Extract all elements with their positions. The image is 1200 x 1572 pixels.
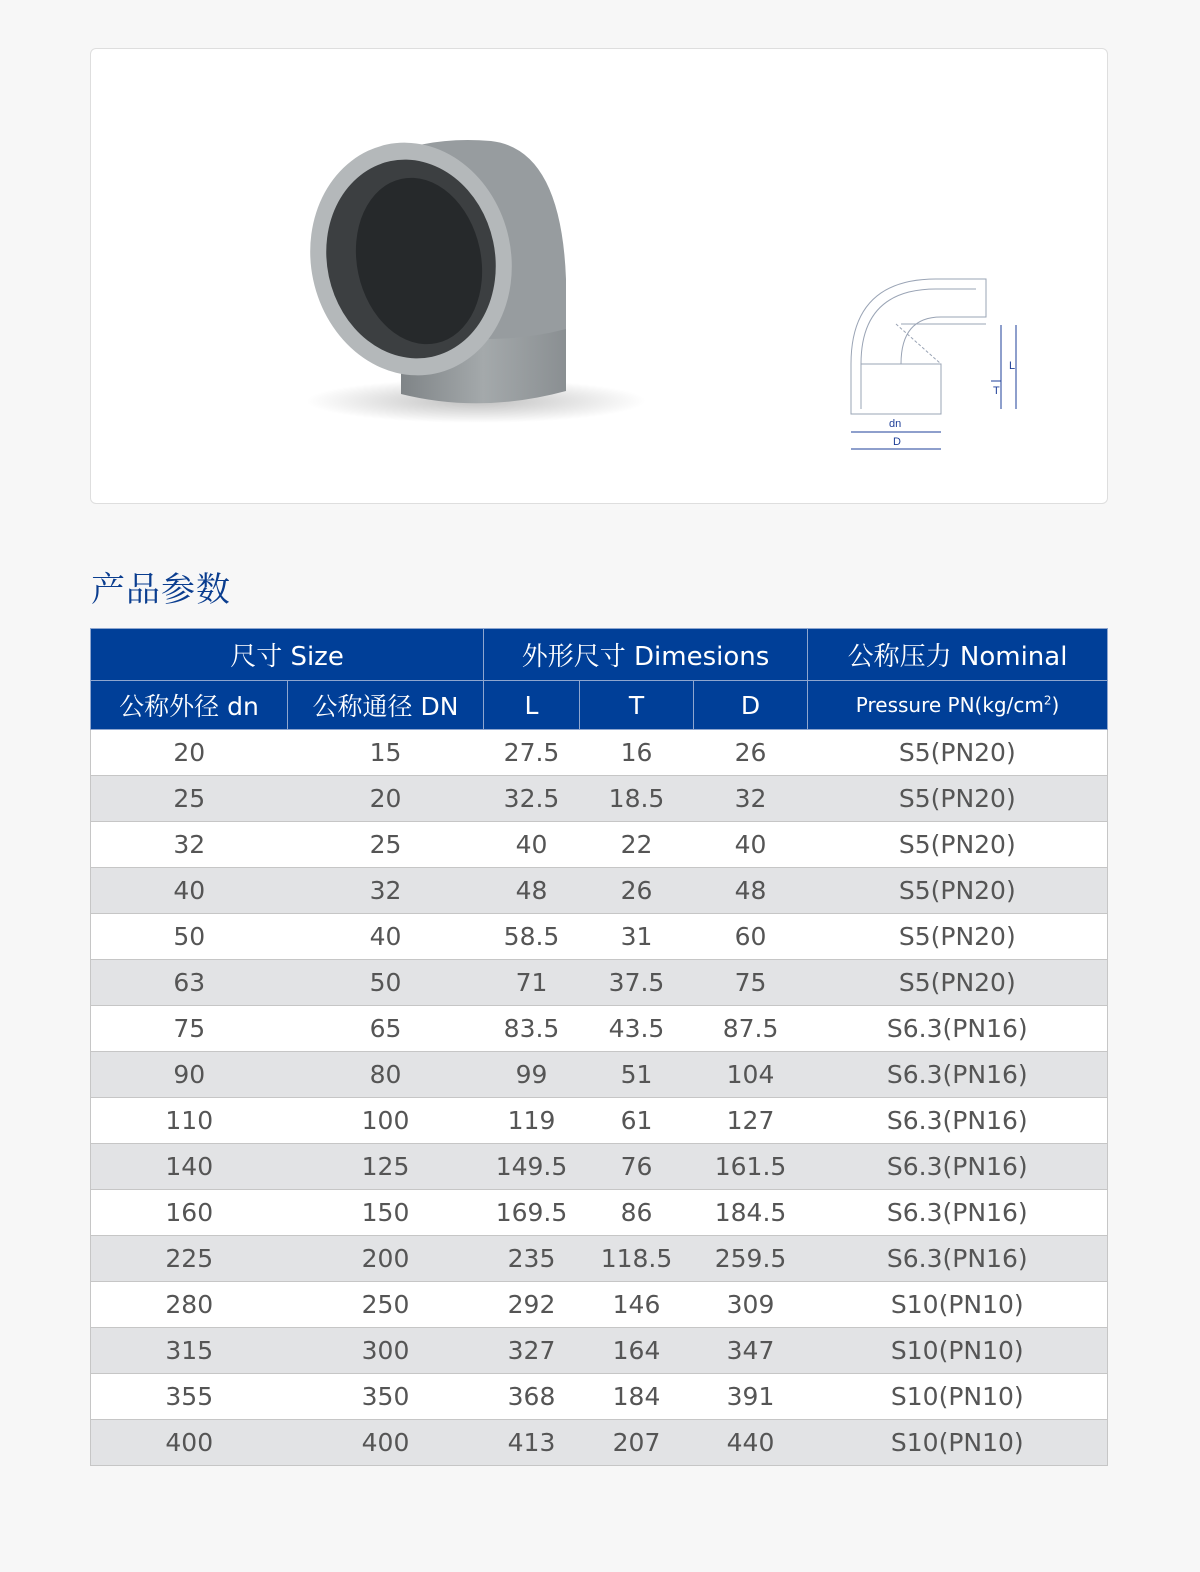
dn-nominal-cell: 250 xyxy=(288,1282,484,1328)
pressure-cell: S6.3(PN16) xyxy=(808,1190,1108,1236)
dn-nominal-cell: 150 xyxy=(288,1190,484,1236)
table-row xyxy=(91,730,1108,776)
t-cell: 76 xyxy=(580,1144,694,1190)
dn-outer-cell: 280 xyxy=(91,1282,288,1328)
l-cell: 413 xyxy=(484,1420,580,1466)
dn-outer-cell: 25 xyxy=(91,776,288,822)
pressure-cell: S5(PN20) xyxy=(808,960,1108,1006)
dn-nominal-cell: 65 xyxy=(288,1006,484,1052)
l-cell: 58.5 xyxy=(484,914,580,960)
t-cell: 16 xyxy=(580,730,694,776)
l-cell: 368 xyxy=(484,1374,580,1420)
table-sub-header-row xyxy=(91,681,1108,730)
l-cell: 71 xyxy=(484,960,580,1006)
dn-nominal-cell: 100 xyxy=(288,1098,484,1144)
dn-outer-cell: 32 xyxy=(91,822,288,868)
t-cell: 26 xyxy=(580,868,694,914)
l-cell: 83.5 xyxy=(484,1006,580,1052)
section-title: 产品参数 xyxy=(91,570,231,610)
pressure-cell: S5(PN20) xyxy=(808,776,1108,822)
dn-outer-header: 公称外径 dn xyxy=(91,681,288,730)
dn-nominal-cell: 200 xyxy=(288,1236,484,1282)
d-label: D xyxy=(893,436,901,448)
pressure-cell: S5(PN20) xyxy=(808,868,1108,914)
d-cell: 48 xyxy=(694,868,808,914)
table-row xyxy=(91,914,1108,960)
l-label: L xyxy=(1009,360,1016,372)
t-cell: 118.5 xyxy=(580,1236,694,1282)
pressure-unit-suffix: ) xyxy=(1051,693,1060,717)
dn-nominal-cell: 25 xyxy=(288,822,484,868)
dn-outer-cell: 110 xyxy=(91,1098,288,1144)
t-cell: 61 xyxy=(580,1098,694,1144)
l-cell: 235 xyxy=(484,1236,580,1282)
pressure-cell: S6.3(PN16) xyxy=(808,1006,1108,1052)
dn-nominal-cell: 32 xyxy=(288,868,484,914)
dn-nominal-cell: 15 xyxy=(288,730,484,776)
l-cell: 48 xyxy=(484,868,580,914)
t-cell: 37.5 xyxy=(580,960,694,1006)
d-header: D xyxy=(694,681,808,730)
dn-nominal-cell: 350 xyxy=(288,1374,484,1420)
t-cell: 86 xyxy=(580,1190,694,1236)
t-cell: 22 xyxy=(580,822,694,868)
dn-outer-cell: 50 xyxy=(91,914,288,960)
t-cell: 31 xyxy=(580,914,694,960)
dn-outer-cell: 225 xyxy=(91,1236,288,1282)
table-row xyxy=(91,822,1108,868)
d-cell: 26 xyxy=(694,730,808,776)
pressure-unit-header xyxy=(808,681,1108,730)
dn-nominal-cell: 50 xyxy=(288,960,484,1006)
pressure-cell: S6.3(PN16) xyxy=(808,1144,1108,1190)
pipe-elbow-photo xyxy=(291,129,681,429)
pressure-cell: S5(PN20) xyxy=(808,822,1108,868)
dn-nominal-cell: 40 xyxy=(288,914,484,960)
dn-outer-cell: 75 xyxy=(91,1006,288,1052)
table-row xyxy=(91,1006,1108,1052)
l-cell: 292 xyxy=(484,1282,580,1328)
dn-outer-cell: 160 xyxy=(91,1190,288,1236)
table-row xyxy=(91,1374,1108,1420)
table-row xyxy=(91,776,1108,822)
d-cell: 32 xyxy=(694,776,808,822)
size-header: 尺寸 Size xyxy=(91,629,484,681)
t-cell: 146 xyxy=(580,1282,694,1328)
t-cell: 207 xyxy=(580,1420,694,1466)
spec-table-body xyxy=(91,730,1108,1466)
pressure-cell: S6.3(PN16) xyxy=(808,1052,1108,1098)
table-row xyxy=(91,1144,1108,1190)
table-row xyxy=(91,1190,1108,1236)
table-row xyxy=(91,1282,1108,1328)
table-row xyxy=(91,960,1108,1006)
spec-table xyxy=(90,628,1108,1466)
l-cell: 40 xyxy=(484,822,580,868)
t-cell: 164 xyxy=(580,1328,694,1374)
t-cell: 184 xyxy=(580,1374,694,1420)
d-cell: 347 xyxy=(694,1328,808,1374)
pressure-cell: S5(PN20) xyxy=(808,914,1108,960)
dn-nominal-cell: 300 xyxy=(288,1328,484,1374)
d-cell: 104 xyxy=(694,1052,808,1098)
dn-nominal-cell: 125 xyxy=(288,1144,484,1190)
l-header: L xyxy=(484,681,580,730)
dn-outer-cell: 400 xyxy=(91,1420,288,1466)
table-row xyxy=(91,1328,1108,1374)
dn-outer-cell: 40 xyxy=(91,868,288,914)
l-cell: 27.5 xyxy=(484,730,580,776)
t-label: T xyxy=(993,385,1000,397)
pressure-cell: S10(PN10) xyxy=(808,1420,1108,1466)
table-group-header-row xyxy=(91,629,1108,681)
d-cell: 127 xyxy=(694,1098,808,1144)
l-cell: 119 xyxy=(484,1098,580,1144)
pressure-header: 公称压力 Nominal xyxy=(808,629,1108,681)
product-image-card xyxy=(90,48,1108,504)
d-cell: 391 xyxy=(694,1374,808,1420)
d-cell: 309 xyxy=(694,1282,808,1328)
l-cell: 327 xyxy=(484,1328,580,1374)
l-cell: 32.5 xyxy=(484,776,580,822)
pressure-cell: S6.3(PN16) xyxy=(808,1098,1108,1144)
d-cell: 440 xyxy=(694,1420,808,1466)
pressure-unit-sup: 2 xyxy=(1043,693,1052,708)
pressure-unit-prefix: Pressure PN(kg/cm xyxy=(855,693,1044,717)
d-cell: 60 xyxy=(694,914,808,960)
t-cell: 18.5 xyxy=(580,776,694,822)
t-header: T xyxy=(580,681,694,730)
dn-outer-cell: 140 xyxy=(91,1144,288,1190)
d-cell: 40 xyxy=(694,822,808,868)
dn-nominal-cell: 400 xyxy=(288,1420,484,1466)
dn-outer-cell: 355 xyxy=(91,1374,288,1420)
table-row xyxy=(91,868,1108,914)
dn-outer-cell: 315 xyxy=(91,1328,288,1374)
pressure-cell: S10(PN10) xyxy=(808,1328,1108,1374)
dimension-diagram xyxy=(841,269,1041,459)
l-cell: 169.5 xyxy=(484,1190,580,1236)
d-cell: 75 xyxy=(694,960,808,1006)
dn-outer-cell: 63 xyxy=(91,960,288,1006)
d-cell: 184.5 xyxy=(694,1190,808,1236)
d-cell: 259.5 xyxy=(694,1236,808,1282)
l-cell: 99 xyxy=(484,1052,580,1098)
dn-nominal-cell: 20 xyxy=(288,776,484,822)
table-row xyxy=(91,1052,1108,1098)
table-row xyxy=(91,1236,1108,1282)
d-cell: 87.5 xyxy=(694,1006,808,1052)
pressure-cell: S10(PN10) xyxy=(808,1282,1108,1328)
dn-nominal-header: 公称通径 DN xyxy=(288,681,484,730)
table-row xyxy=(91,1420,1108,1466)
pressure-cell: S5(PN20) xyxy=(808,730,1108,776)
dn-label: dn xyxy=(889,418,902,430)
dn-outer-cell: 20 xyxy=(91,730,288,776)
dn-outer-cell: 90 xyxy=(91,1052,288,1098)
dn-nominal-cell: 80 xyxy=(288,1052,484,1098)
t-cell: 51 xyxy=(580,1052,694,1098)
pressure-cell: S6.3(PN16) xyxy=(808,1236,1108,1282)
t-cell: 43.5 xyxy=(580,1006,694,1052)
table-row xyxy=(91,1098,1108,1144)
l-cell: 149.5 xyxy=(484,1144,580,1190)
dimensions-header: 外形尺寸 Dimesions xyxy=(484,629,808,681)
d-cell: 161.5 xyxy=(694,1144,808,1190)
pressure-cell: S10(PN10) xyxy=(808,1374,1108,1420)
